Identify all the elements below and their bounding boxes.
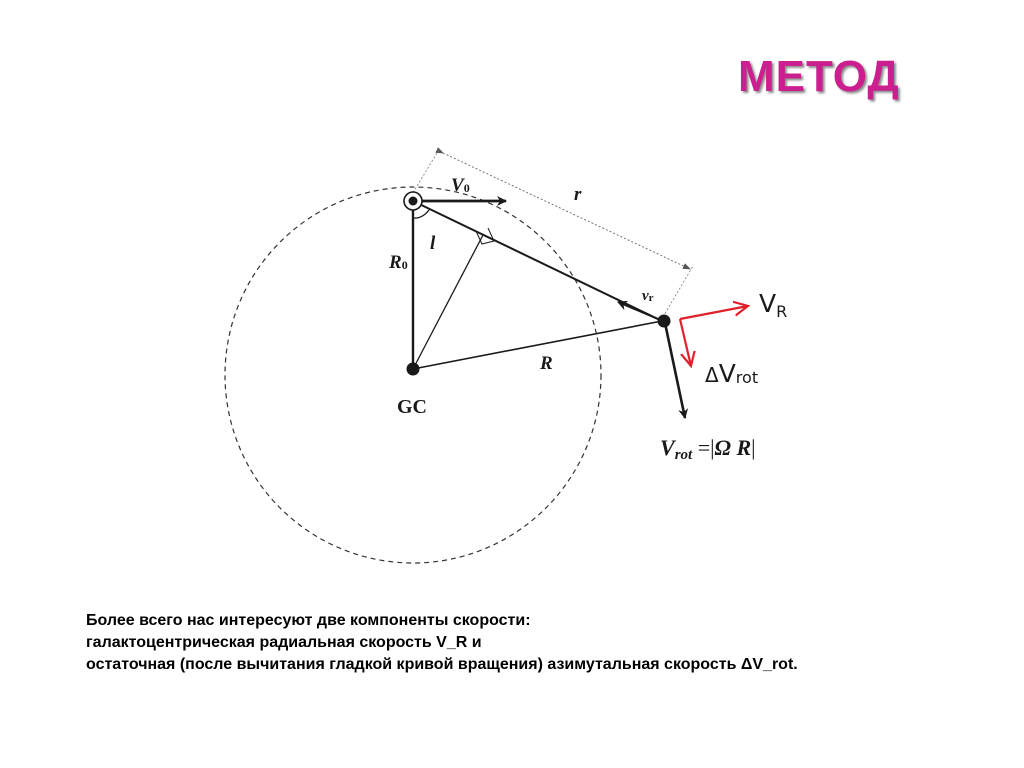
vrot-label: Vrot =|Ω R|	[660, 435, 756, 463]
perpendicular-line	[413, 235, 483, 369]
sun-star-line	[413, 201, 662, 321]
dvrot-red-arrow	[680, 319, 691, 366]
gc-label: GC	[397, 396, 427, 418]
R-label: R	[540, 353, 553, 374]
v0-label: V0	[451, 175, 470, 196]
angle-arc	[413, 210, 429, 218]
caption-line-3: остаточная (после вычитания гладкой кривой вращения) азимутальная скорость ΔV_rot.	[86, 656, 798, 673]
r-small-label: r	[574, 184, 582, 205]
gc-dot	[407, 363, 420, 376]
vr-arrow	[618, 302, 658, 319]
dvrot-label: ΔVrot	[705, 359, 759, 388]
caption-line-1: Более всего нас интересуют две компоненты скорости:	[86, 612, 531, 629]
gc-star-line	[413, 321, 662, 369]
r-extension-right	[663, 266, 693, 317]
r0-label: R0	[389, 252, 408, 273]
star-dot	[658, 315, 671, 328]
VR-label: $V_R$	[759, 289, 788, 321]
vrot-arrow	[665, 323, 685, 418]
sun-center-dot	[409, 197, 418, 206]
l-label: l	[430, 233, 436, 254]
slide-title: МЕТОД	[738, 52, 900, 101]
caption-line-2: галактоцентрическая радиальная скорость V_R и	[86, 634, 482, 651]
caption-text	[86, 610, 1006, 676]
r-extension-left	[411, 148, 440, 196]
vr-label: vr	[642, 288, 654, 304]
r-dimension-line	[443, 153, 690, 269]
vR-red-arrow	[680, 306, 748, 319]
